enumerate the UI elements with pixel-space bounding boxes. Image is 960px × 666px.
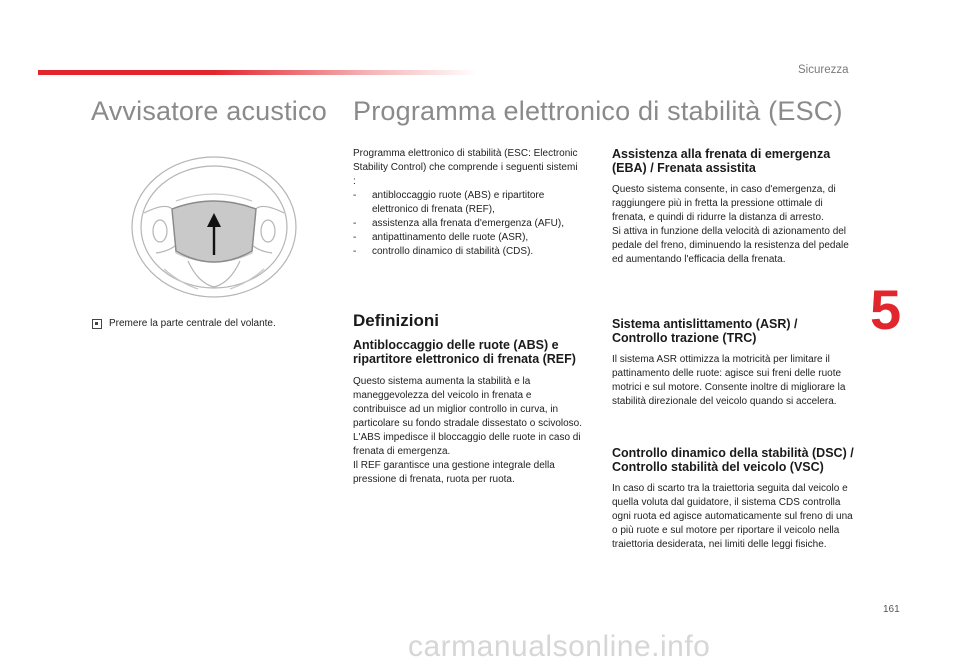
abs-heading: Antibloccaggio delle ruote (ABS) e ripartitore elettronico di frenata (REF) [353, 338, 576, 366]
list-item: - assistenza alla frenata d'emergenza (AFU), [353, 217, 583, 231]
list-item: - antibloccaggio ruote (ABS) e ripartitore elettronico di frenata (REF), [353, 189, 583, 217]
eba-paragraph-1: Questo sistema consente, in caso d'emergenza, di raggiungere più in fretta la pressione ottimale di frenata, e quindi di ridurre la distanza di arresto. [612, 184, 836, 223]
horn-title: Avvisatore acustico [91, 96, 327, 126]
eba-heading: Assistenza alla frenata di emergenza (EBA) / Frenata assistita [612, 147, 831, 175]
definitions-heading: Definizioni [353, 311, 439, 330]
dsc-paragraph-1: In caso di scarto tra la traiettoria seguita dal veicolo e quella voluta dal guidatore, il sistema CDS controlla ogni ruota ed agisce automaticamente sul freno di una o più ruote e sul motore per riportare il veicolo nella traiettoria desiderata, nei limiti delle leggi fisiche. [612, 483, 853, 550]
checkbox-icon [92, 319, 102, 329]
watermark: carmanualsonline.info [408, 630, 711, 663]
esc-title: Programma elettronico di stabilità (ESC) [353, 96, 843, 126]
dsc-heading: Controllo dinamico della stabilità (DSC) / Controllo stabilità del veicolo (VSC) [612, 446, 854, 474]
header-accent-bar [38, 70, 478, 75]
list-item: - controllo dinamico di stabilità (CDS). [353, 245, 583, 259]
esc-intro-block [353, 147, 583, 259]
horn-pad-icon[interactable] [166, 197, 262, 269]
abs-paragraph-3: Il REF garantisce una gestione integrale della pressione di frenata, ruota per ruota. [353, 460, 555, 485]
steering-wheel-illustration [128, 153, 300, 301]
esc-intro-text: Programma elettronico di stabilità (ESC: Electronic Stability Control) che comprende i seguenti sistemi : [353, 148, 578, 187]
asr-paragraph-1: Il sistema ASR ottimizza la motricità per limitare il pattinamento delle ruote: agisce sui freni delle ruote motrici e sul motore. Consente inoltre di migliorare la stabilità direzionale del veicolo quando si accelera. [612, 354, 846, 407]
esc-systems-list [353, 189, 583, 259]
abs-paragraph-1: Questo sistema aumenta la stabilità e la maneggevolezza del veicolo in frenata e contribuisce ad un miglior controllo in curva, in particolare su fondo stradale dissestato o scivoloso. [353, 376, 583, 429]
horn-instruction [92, 318, 276, 329]
asr-heading: Sistema antislittamento (ASR) / Controllo trazione (TRC) [612, 317, 798, 345]
eba-paragraph-2: Si attiva in funzione della velocità di azionamento del pedale del freno, diminuendo la resistenza del pedale ed aumentando l'efficacia della frenata. [612, 226, 849, 265]
asr-block [612, 317, 856, 409]
chapter-number: 5 [870, 278, 902, 341]
dsc-block [612, 446, 856, 552]
abs-paragraph-2: L'ABS impedisce il bloccaggio delle ruote in caso di frenata di emergenza. [353, 432, 581, 457]
definitions-block [353, 311, 585, 487]
page-number: 161 [883, 604, 900, 615]
horn-instruction-text: Premere la parte centrale del volante. [109, 318, 276, 329]
section-label: Sicurezza [798, 64, 849, 76]
list-item: - antipattinamento delle ruote (ASR), [353, 231, 583, 245]
eba-block [612, 147, 856, 267]
